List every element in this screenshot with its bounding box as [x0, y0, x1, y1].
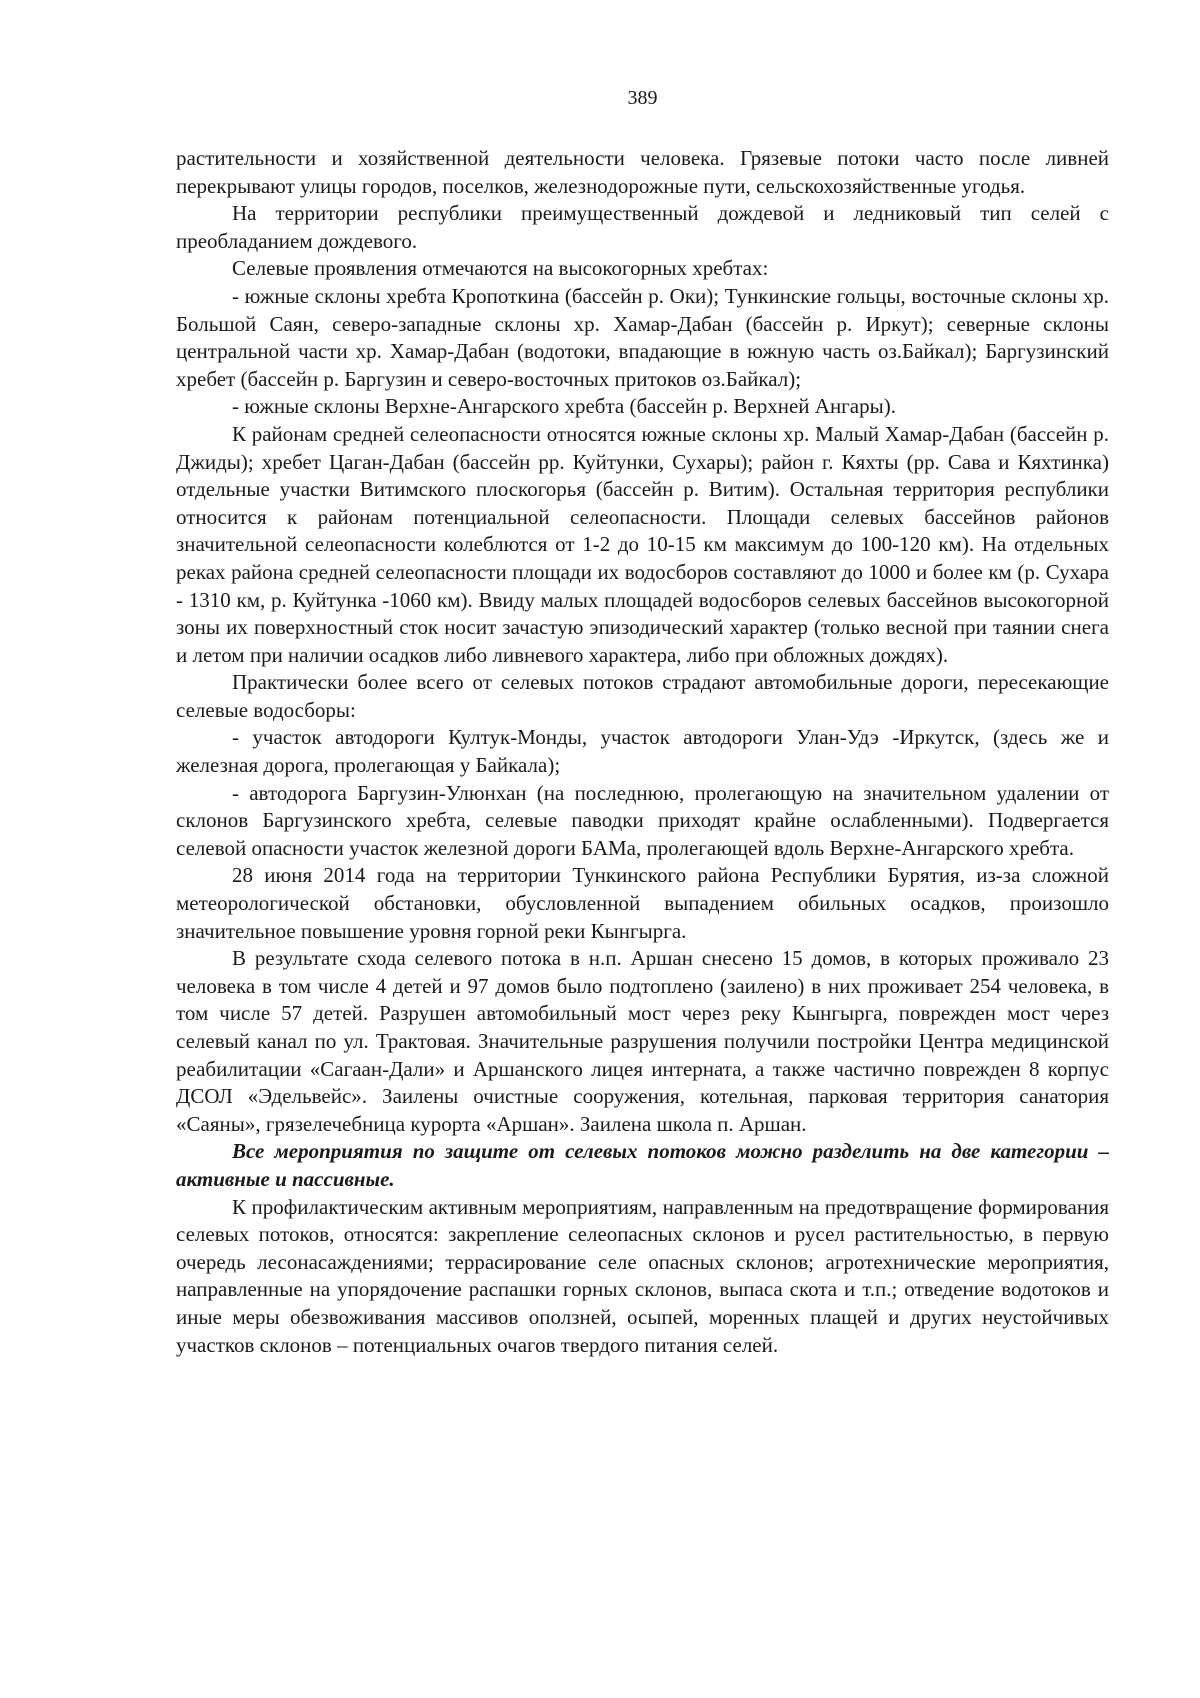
paragraph-arshan-damage: В результате схода селевого потока в н.п. Аршан снесено 15 домов, в которых проживало 23 человека в том числе 4 детей и 97 домов было подтоплено (заилено) в них проживает 254 человека, в том числе 57 детей. Разрушен автомобильный мост через реку Кынгырга, поврежден мост через селевый канал по ул. Трактовая. Значительные разрушения получили постройки Центра медицинской реабилитации «Сагаан-Дали» и Аршанского лицея интерната, а также частично поврежден 8 корпус ДСОЛ «Эдельвейс». Заилены очистные сооружения, котельная, парковая территория санатория «Саяны», грязелечебница курорта «Аршан». Заилена школа п. Аршан.: [176, 946, 1109, 1136]
list-item-roads-2: - автодорога Баргузин-Улюнхан (на последнюю, пролегающую на значительном удалении от склонов Баргузинского хребта, селевые паводки приходят крайне ослабленными). Подвергается селевой опасности участок железной дороги БАМа, пролегающей вдоль Верхне-Ангарского хребта.: [176, 780, 1109, 860]
list-item-ranges-2: - южные склоны Верхне-Ангарского хребта (бассейн р. Верхней Ангары).: [232, 394, 896, 419]
paragraph-continuation: растительности и хозяйственной деятельности человека. Грязевые потоки часто после ливней перекрывают улицы городов, поселков, железнодорожные пути, сельскохозяйственные угодья.: [176, 146, 1109, 198]
paragraph-roads-intro: Практически более всего от селевых потоков страдают автомобильные дороги, пересекающие селевые водосборы:: [176, 670, 1109, 722]
paragraph-mudflow-ranges-intro: Селевые проявления отмечаются на высокогорных хребтах:: [232, 256, 769, 281]
paragraph-event-2014: 28 июня 2014 года на территории Тункинского района Республики Бурятия, из-за сложной метеорологической обстановки, обусловленной выпадением обильных осадков, произошло значительное повышение уровня горной реки Кынгырга.: [176, 863, 1109, 943]
paragraph-mudflow-type: На территории республики преимущественный дождевой и ледниковый тип селей с преобладанием дождевого.: [176, 201, 1109, 253]
page-number: 389: [627, 87, 658, 109]
paragraph-measures-heading: Все мероприятия по защите от селевых потоков можно разделить на две категории – активные и пассивные.: [176, 1139, 1109, 1191]
paragraph-active-measures: К профилактическим активным мероприятиям, направленным на предотвращение формирования селевых потоков, относятся: закрепление селеопасных склонов и русел растительностью, в первую очередь лесонасаждениями; террасирование селе опасных склонов; агротехнические мероприятия, направленные на упорядочение распашки горных склонов, выпаса скота и т.п.; отведение водотоков и иные меры обезвоживания массивов оползней, осыпей, моренных плащей и других неустойчивых участков склонов – потенциальных очагов твердого питания селей.: [176, 1194, 1109, 1357]
paragraph-medium-hazard: К районам средней селеопасности относятся южные склоны хр. Малый Хамар-Дабан (бассейн р. Джиды); хребет Цаган-Дабан (бассейн рр. Куйтунки, Сухары); район г. Кяхты (рр. Сава и Кяхтинка) отдельные участки Витимского плоскогорья (бассейн р. Витим). Остальная территория республики относится к районам потенциальной селеопасности. Площади селевых бассейнов районов значительной селеопасности колеблются от 1-2 до 10-15 км максимум до 100-120 км). На отдельных реках района средней селеопасности площади их водосборов составляют до 1000 и более км (р. Сухара - 1310 км, р. Куйтунка -1060 км). Ввиду малых площадей водосборов селевых бассейнов высокогорной зоны их поверхностный сток носит зачастую эпизодический характер (только весной при таянии снега и летом при наличии осадков либо ливневого характера, либо при обложных дождях).: [176, 421, 1109, 667]
list-item-ranges-1: - южные склоны хребта Кропоткина (бассейн р. Оки); Тункинские гольцы, восточные склоны хр. Большой Саян, северо-западные склоны хр. Хамар-Дабан (бассейн р. Иркут); северные склоны центральной части хр. Хамар-Дабан (водотоки, впадающие в южную часть оз.Байкал); Баргузинский хребет (бассейн р. Баргузин и северо-восточных притоков оз.Байкал);: [176, 283, 1109, 391]
list-item-roads-1: - участок автодороги Култук-Монды, участок автодороги Улан-Удэ -Иркутск, (здесь же и железная дорога, пролегающая у Байкала);: [176, 725, 1109, 778]
document-body: [176, 145, 1109, 1359]
